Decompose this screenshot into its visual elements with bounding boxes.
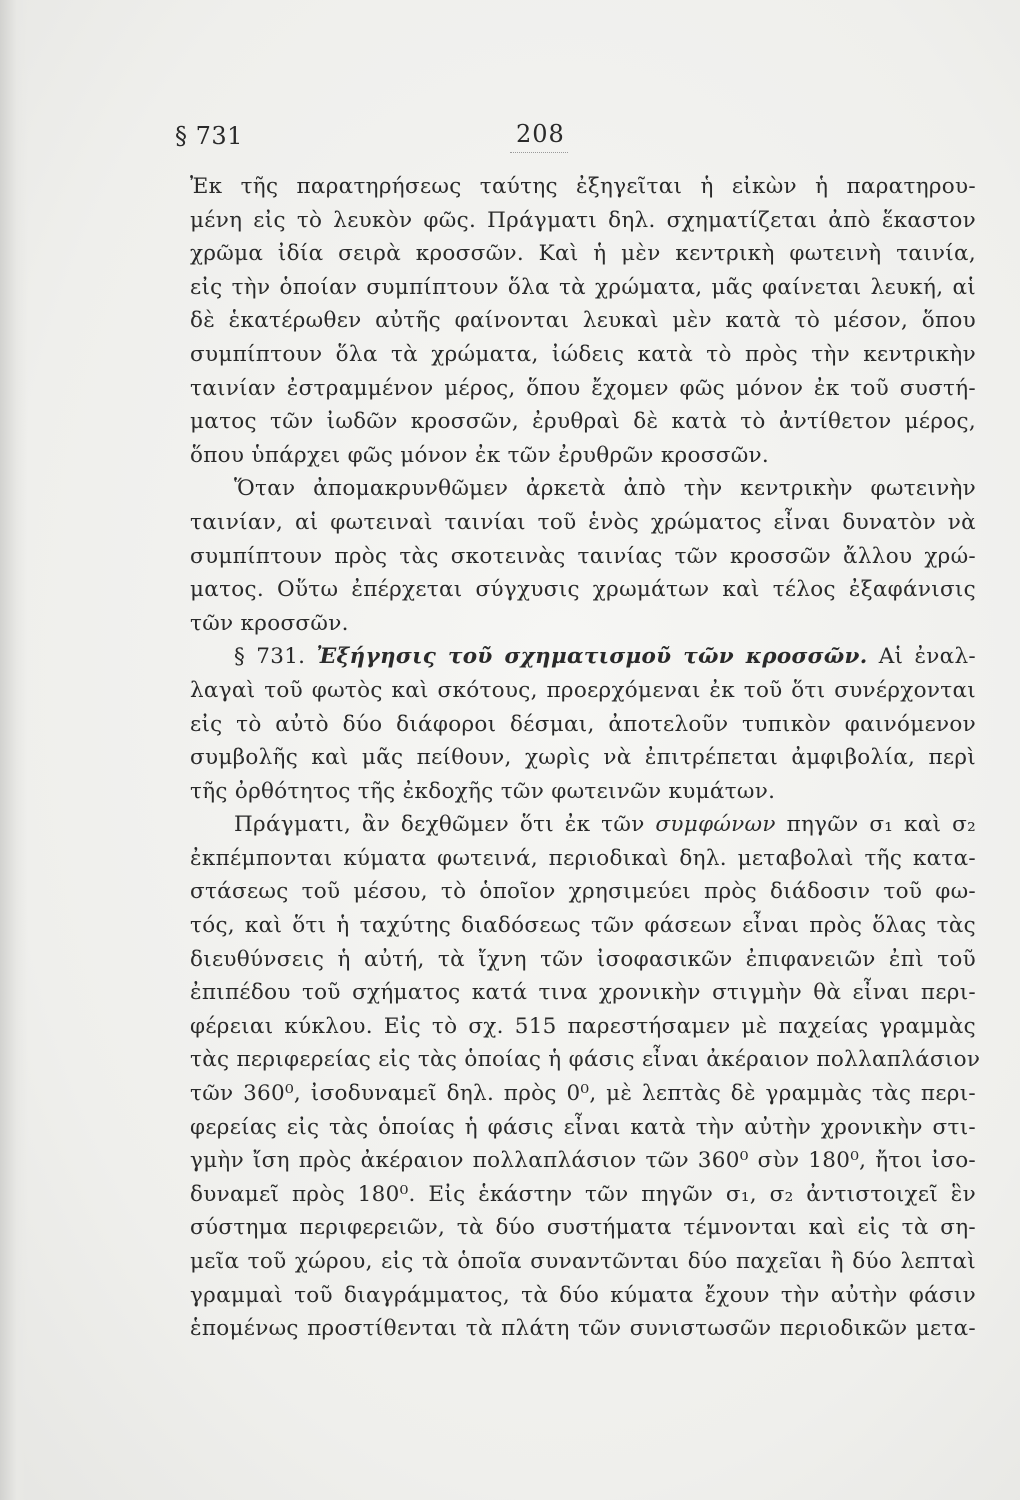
page-number-rule: [510, 152, 568, 153]
text-line: συμβολῆς καὶ μᾶς πείθουν, χωρὶς νὰ ἐπιτρέπεται ἀμφιβολία, περὶ: [190, 745, 976, 771]
text-line: τῆς ὀρθότητος τῆς ἐκδοχῆς τῶν φωτεινῶν κυμάτων.: [190, 778, 776, 804]
section-reference: § 731: [175, 122, 243, 150]
text-line: μένη εἰς τὸ λευκὸν φῶς. Πράγματι δηλ. σχηματίζεται ἀπὸ ἕκαστον: [190, 207, 976, 233]
text-line: γραμμαὶ τοῦ διαγράμματος, τὰ δύο κύματα ἔχουν τὴν αὐτὴν φάσιν: [190, 1282, 976, 1308]
text-line: Ἐκ τῆς παρατηρήσεως ταύτης ἐξηγεῖται ἡ εἰκὼν ἡ παρατηρου-: [190, 174, 976, 199]
text-line: ὅπου ὑπάρχει φῶς μόνον ἐκ τῶν ἐρυθρῶν κροσσῶν.: [190, 442, 770, 468]
section-heading-line: [190, 640, 976, 674]
text-line: τός, καὶ ὅτι ἡ ταχύτης διαδόσεως τῶν φάσεων εἶναι πρὸς ὅλας τὰς: [190, 913, 976, 939]
text-line: μεῖα τοῦ χώρου, εἰς τὰ ὁποῖα συναντῶνται δύο παχεῖαι ἢ δύο λεπταὶ: [190, 1249, 976, 1274]
text-line: δὲ ἑκατέρωθεν αὐτῆς φαίνονται λευκαὶ μὲν κατὰ τὸ μέσον, ὅπου: [190, 308, 976, 334]
text-line: φερείας εἰς τὰς ὁποίας ἡ φάσις εἶναι κατὰ τὴν αὐτὴν χρονικὴν στι-: [190, 1114, 976, 1140]
text-line: [190, 808, 976, 842]
text-span: Πράγματι, ἂν δεχθῶμεν ὅτι ἐκ τῶν: [234, 812, 645, 838]
text-line: ταινίαν, αἱ φωτειναὶ ταινίαι τοῦ ἑνὸς χρώματος εἶναι δυνατὸν νὰ: [190, 509, 976, 535]
binding-shadow: [0, 0, 28, 1500]
italic-term: συμφώνων: [655, 812, 776, 838]
text-line: τῶν κροσσῶν.: [190, 610, 349, 636]
text-line: λαγαὶ τοῦ φωτὸς καὶ σκότους, προερχόμεναι ἐκ τοῦ ὅτι συνέρχονται: [190, 677, 976, 703]
text-line: ματος. Οὕτω ἐπέρχεται σύγχυσις χρωμάτων καὶ τέλος ἐξαφάνισις: [190, 577, 976, 603]
text-line: γμὴν ἴση πρὸς ἀκέραιον πολλαπλάσιον τῶν 360⁰ σὺν 180⁰, ἤτοι ἰσο-: [190, 1148, 976, 1174]
text-line: τὰς περιφερείας εἰς τὰς ὁποίας ἡ φάσις εἶναι ἀκέραιον πολλαπλάσιον: [190, 1047, 981, 1073]
text-line: εἰς τὴν ὁποίαν συμπίπτουν ὅλα τὰ χρώματα, μᾶς φαίνεται λευκή, αἱ: [190, 274, 976, 300]
text-line: στάσεως τοῦ μέσου, τὸ ὁποῖον χρησιμεύει πρὸς διάδοσιν τοῦ φω-: [190, 879, 976, 905]
section-text-start: Αἱ ἐναλ-: [878, 644, 976, 670]
text-line: εἰς τὸ αὐτὸ δύο διάφοροι δέσμαι, ἀποτελοῦν τυπικὸν φαινόμενον: [190, 711, 976, 737]
text-line: σύστημα περιφερειῶν, τὰ δύο συστήματα τέμνονται καὶ εἰς τὰ ση-: [190, 1215, 976, 1241]
text-line: διευθύνσεις ἡ αὐτή, τὰ ἴχνη τῶν ἰσοφασικῶν ἐπιφανειῶν ἐπὶ τοῦ: [190, 946, 976, 972]
text-line: ἐπιπέδου τοῦ σχήματος κατά τινα χρονικὴν στιγμὴν θὰ εἶναι περι-: [190, 980, 976, 1006]
text-line: ταινίαν ἐστραμμένον μέρος, ὅπου ἔχομεν φῶς μόνον ἐκ τοῦ συστή-: [190, 375, 976, 401]
body-text: [190, 170, 981, 1346]
section-number: § 731.: [234, 644, 306, 670]
text-line: τῶν 360⁰, ἰσοδυναμεῖ δηλ. πρὸς 0⁰, μὲ λεπτὰς δὲ γραμμὰς τὰς περι-: [190, 1081, 976, 1107]
text-line: φέρειαι κύκλου. Εἰς τὸ σχ. 515 παρεστήσαμεν μὲ παχείας γραμμὰς: [190, 1013, 976, 1039]
text-span: πηγῶν σ₁ καὶ σ₂: [786, 812, 976, 838]
page-header: [0, 118, 1020, 158]
text-line: Ὅταν ἀπομακρυνθῶμεν ἀρκετὰ ἀπὸ τὴν κεντρικὴν φωτεινὴν: [234, 476, 976, 502]
text-line: συμπίπτουν πρὸς τὰς σκοτεινὰς ταινίας τῶν κροσσῶν ἄλλου χρώ-: [190, 543, 976, 569]
page-number: 208: [516, 120, 565, 148]
text-line: ἐκπέμπονται κύματα φωτεινά, περιοδικαὶ δηλ. μεταβολαὶ τῆς κατα-: [190, 845, 976, 871]
text-line: χρῶμα ἰδία σειρὰ κροσσῶν. Καὶ ἡ μὲν κεντρικὴ φωτεινὴ ταινία,: [190, 241, 976, 267]
text-line: συμπίπτουν ὅλα τὰ χρώματα, ἰώδεις κατὰ τὸ πρὸς τὴν κεντρικὴν: [190, 341, 976, 367]
text-line: ματος τῶν ἰωδῶν κροσσῶν, ἐρυθραὶ δὲ κατὰ τὸ ἀντίθετον μέρος,: [190, 409, 976, 435]
text-line: ἑπομένως προστίθενται τὰ πλάτη τῶν συνιστωσῶν περιοδικῶν μετα-: [190, 1316, 976, 1342]
text-line: δυναμεῖ πρὸς 180⁰. Εἰς ἑκάστην τῶν πηγῶν σ₁, σ₂ ἀντιστοιχεῖ ἓν: [190, 1181, 976, 1207]
section-title: Ἐξήγησις τοῦ σχηματισμοῦ τῶν κροσσῶν.: [316, 644, 868, 670]
